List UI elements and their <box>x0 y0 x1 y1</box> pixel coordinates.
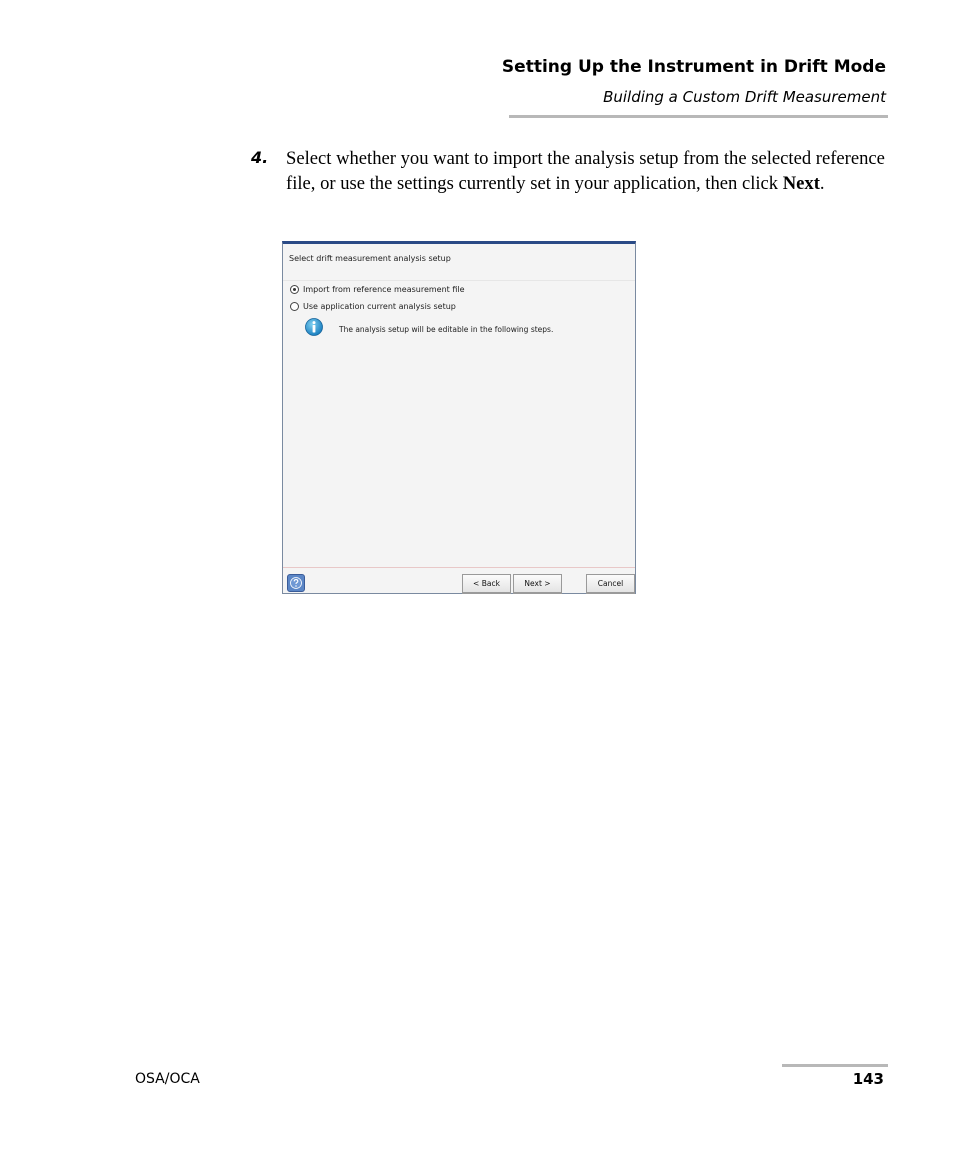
step-text-before: Select whether you want to import the analysis setup from the selected reference file, or use the settings currently set in your application, then click <box>286 148 885 194</box>
info-message: The analysis setup will be editable in the following steps. <box>339 325 554 334</box>
help-icon <box>290 577 302 589</box>
running-header-title: Setting Up the Instrument in Drift Mode <box>501 57 886 77</box>
cancel-button[interactable]: Cancel <box>586 574 635 594</box>
help-button[interactable] <box>287 574 305 592</box>
radio-button-unchecked[interactable] <box>290 302 299 311</box>
step-text-bold: Next <box>782 173 820 194</box>
dialog-title: Select drift measurement analysis setup <box>289 254 451 263</box>
step-text-after: . <box>819 173 825 194</box>
radio-button-checked[interactable] <box>290 285 299 294</box>
running-header-subtitle: Building a Custom Drift Measurement <box>603 88 886 106</box>
footer-rule <box>782 1064 888 1067</box>
dialog-header-separator <box>283 280 635 281</box>
drift-setup-dialog <box>282 241 636 594</box>
header-rule <box>509 115 888 118</box>
dialog-footer-separator <box>283 567 635 568</box>
radio-label-import: Import from reference measurement file <box>303 285 465 294</box>
radio-label-application: Use application current analysis setup <box>303 302 456 311</box>
page-number: 143 <box>852 1070 884 1088</box>
radio-import-from-reference[interactable] <box>290 285 465 294</box>
info-icon <box>305 318 323 336</box>
back-button[interactable]: < Back <box>462 574 511 594</box>
next-button[interactable]: Next > <box>513 574 562 594</box>
step-number: 4. <box>251 148 269 167</box>
footer-product: OSA/OCA <box>135 1071 200 1087</box>
radio-use-application-setup[interactable] <box>290 302 456 311</box>
step-text <box>286 146 886 196</box>
